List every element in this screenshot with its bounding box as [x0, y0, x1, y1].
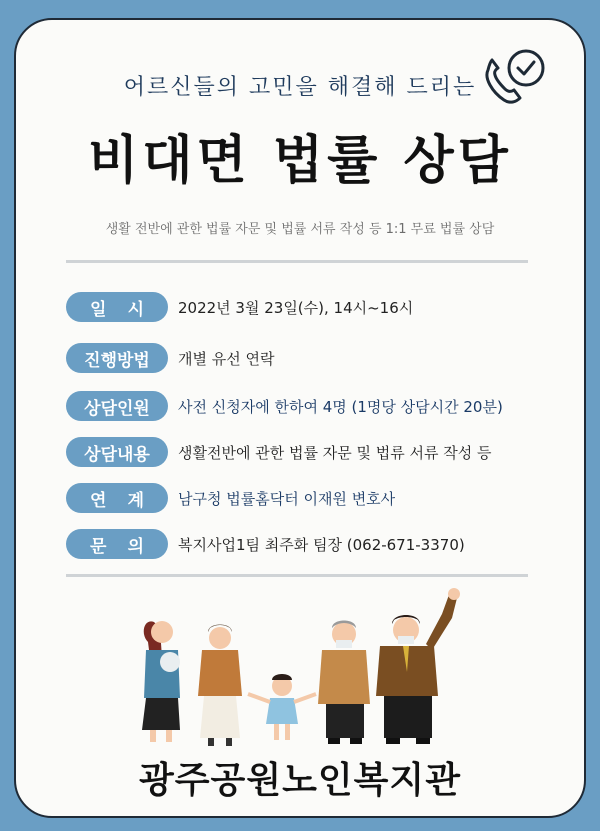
value-inquiry: 복지사업1팀 최주화 팀장 (062-671-3370)	[178, 535, 465, 554]
bottom-divider	[66, 574, 528, 577]
child	[248, 674, 316, 740]
row-content	[66, 437, 491, 467]
row-capacity	[66, 391, 503, 421]
value-method: 개별 유선 연락	[178, 349, 275, 368]
value-capacity: 사전 신청자에 한하여 4명 (1명당 상담시간 20분)	[178, 397, 503, 416]
grandpa	[318, 621, 370, 745]
row-liaison	[66, 483, 395, 513]
value-liaison: 남구청 법률홈닥터 이재원 변호사	[178, 489, 396, 508]
row-inquiry	[66, 529, 465, 559]
label-method: 진행방법	[66, 343, 168, 373]
value-content: 생활전반에 관한 법률 자문 및 법류 서류 작성 등	[178, 443, 492, 462]
grandma	[198, 625, 242, 747]
label-date	[66, 292, 168, 322]
label-capacity: 상담인원	[66, 391, 168, 421]
value-date: 2022년 3월 23일(수), 14시~16시	[178, 298, 414, 317]
label-date-char-1: 일	[90, 299, 107, 320]
top-divider	[66, 260, 528, 263]
label-inquiry-char-2: 의	[127, 536, 144, 557]
phone-check-icon	[474, 40, 554, 114]
label-inquiry-char-1: 문	[90, 536, 107, 557]
tagline: 어르신들의 고민을 해결해 드리는	[123, 75, 477, 100]
label-content: 상담내용	[66, 437, 168, 467]
label-inquiry	[66, 529, 168, 559]
woman-with-baby	[142, 621, 180, 742]
subtitle: 생활 전반에 관한 법률 자문 및 법률 서류 작성 등 1:1 무료 법률 상담	[105, 222, 495, 237]
father	[376, 588, 460, 744]
label-liaison-char-2: 계	[127, 490, 144, 511]
label-date-char-2: 시	[127, 299, 144, 320]
row-method	[66, 343, 274, 373]
label-liaison	[66, 483, 168, 513]
row-date	[66, 292, 413, 322]
organization-name: 광주공원노인복지관	[139, 760, 461, 801]
main-title: 비대면 법률 상담	[88, 131, 512, 191]
family-illustration	[120, 588, 470, 748]
label-liaison-char-1: 연	[90, 490, 107, 511]
